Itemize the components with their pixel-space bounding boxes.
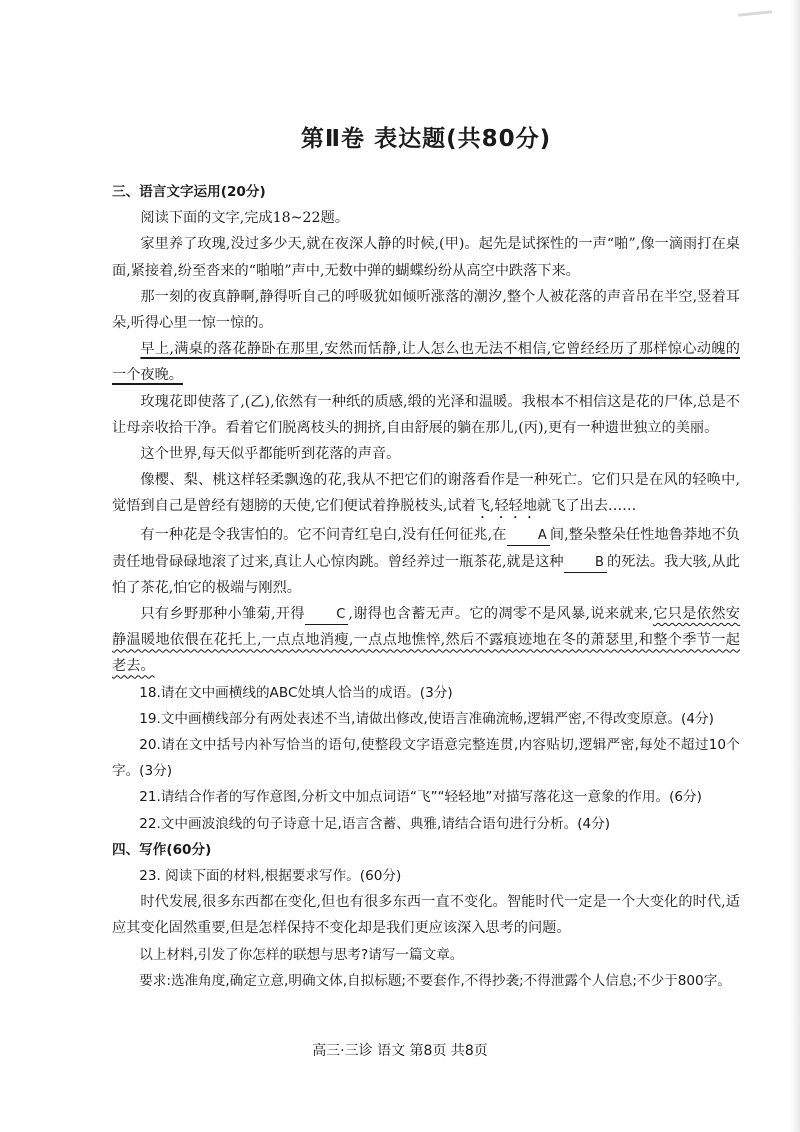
blank-a: A: [507, 527, 550, 546]
dotted-word-qingqingdi: 轻轻地: [494, 498, 538, 515]
question-18: 18.请在文中画横线的ABC处填人恰当的成语。(3分): [139, 684, 453, 701]
exam-content: [112, 179, 740, 994]
passage-paragraph-7: 有一种花是令我害怕的。它不问青红皂白,没有任何征兆,在 A 间,整朵整朵任性地鲁莽地不负责任地骨碌碌地滚了过来,真让人心惊肉跳。曾经养过一瓶茶花,就是这种 B 的死法。我大骇,从此怕了茶花,怕它的极端与刚烈。: [112, 527, 740, 596]
dotted-word-fei: 飞: [475, 498, 490, 515]
writing-material: 时代发展,很多东西都在变化,但也有很多东西一直不变化。智能时代一定是一个大变化的时代,适应其变化固然重要,但是怎样保持不变化却是我们更应该深入思考的问题。: [112, 894, 740, 937]
page-footer: 高三·三诊 语文 第8页 共8页: [312, 1043, 488, 1059]
question-23: 23. 阅读下面的材料,根据要求写作。(60分): [139, 868, 402, 885]
scan-shadow: [790, 0, 800, 1132]
writing-prompt: 以上材料,引发了你怎样的联想与思考?请写一篇文章。: [139, 946, 464, 963]
passage-paragraph-1: 家里养了玫瑰,没过多少天,就在夜深人静的时候,(甲)。起先是试探性的一声“啪”,像一滴雨打在桌面,紧接着,纷至沓来的“啪啪”声中,无数中弹的蝴蝶纷纷从高空中跌落下来。: [112, 236, 740, 279]
question-19: 19.文中画横线部分有两处表述不当,请做出修改,使语言准确流畅,逻辑严密,不得改变原意。(4分): [139, 710, 714, 727]
passage-paragraph-5: 这个世界,每天似乎都能听到花落的声音。: [140, 446, 401, 463]
passage-paragraph-2: 那一刻的夜真静啊,静得听自己的呼吸犹如倾听涨落的潮汐,整个人被花落的声音吊在半空,竖着耳朵,听得心里一惊一惊的。: [112, 288, 740, 332]
section4-heading: 四、写作(60分): [112, 841, 212, 858]
question-22: 22.文中画波浪线的句子诗意十足,语言含蓄、典雅,请结合语句进行分析。(4分): [139, 815, 611, 832]
blank-b: B: [564, 554, 607, 573]
passage-paragraph-8: 只有乡野那种小雏菊,开得 C ,谢得也含蓄无声。它的凋零不是风暴,说来就来,它只是依然安静温暖地依偎在花托上,一点点地消瘦,一点点地憔悴,然后不露痕迹地在冬的萧瑟里,和整个季节一起老去。: [112, 606, 740, 675]
writing-requirements: 要求:选准角度,确定立意,明确文体,自拟标题;不要套作,不得抄袭;不得泄露个人信息;不少于800字。: [139, 972, 731, 989]
section3-heading: 三、语言文字运用(20分): [112, 184, 266, 200]
blank-c: C: [305, 606, 348, 625]
wavy-underlined-sentence: 它只是依然安静温暖地依偎在花托上,一点点地消瘦,一点点地憔悴,然后不露痕迹地在冬的萧瑟里,和整个季节一起老去。: [112, 606, 740, 675]
passage-paragraph-3: [112, 336, 740, 388]
question-21: 21.请结合作者的写作意图,分析文中加点词语“飞”“轻轻地”对描写落花这一意象的作用。(6分): [139, 789, 702, 806]
section-title: 第Ⅱ卷 表达题(共80分): [300, 126, 552, 152]
scan-mark: [738, 10, 772, 17]
question-20: 20.请在文中括号内补写恰当的语句,使整段文字语意完整连贯,内容贴切,逻辑严密,每处不超过10个字。(3分): [112, 737, 740, 780]
reading-instruction: 阅读下面的文字,完成18~22题。: [140, 210, 349, 227]
passage-paragraph-6: 像樱、梨、桃这样轻柔飘逸的花,我从不把它们的谢落看作是一种死亡。它们只是在风的轻唤中,觉悟到自己是曾经有翅膀的天使,它们便试着挣脱枝头,试着飞,轻轻地就飞了出去……: [112, 472, 740, 515]
underlined-sentence: 早上,满桌的落花静卧在那里,安然而恬静,让人怎么也无法不相信,它曾经经历了那样惊心动魄的一个夜晚。: [112, 341, 740, 384]
passage-paragraph-4: 玫瑰花即使落了,(乙),依然有一种纸的质感,缎的光泽和温暖。我根本不相信这是花的尸体,总是不让母亲收拾干净。看着它们脱离枝头的拥挤,自由舒展的躺在那儿,(丙),更有一种遗世独立的美丽。: [112, 393, 740, 436]
